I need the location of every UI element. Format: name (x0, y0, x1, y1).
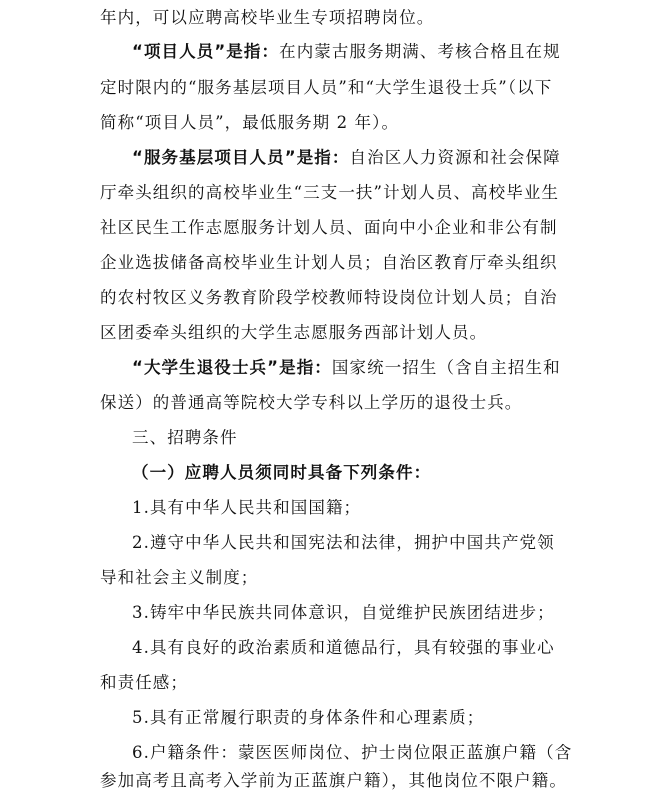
text-line (100, 182, 580, 204)
line-text: 的农村牧区义务教育阶段学校教师特设岗位计划人员；自治 (100, 288, 558, 307)
term-heading: “大学生退役士兵”是指： (132, 358, 332, 377)
line-text: 年内，可以应聘高校毕业生专项招聘岗位。 (100, 8, 435, 27)
line-text: 简称“项目人员”，最低服务期 2 年）。 (100, 113, 400, 132)
line-text: 企业选拔储备高校毕业生计划人员；自治区教育厅牵头组织 (100, 253, 558, 272)
text-line (100, 567, 580, 589)
subsection-heading-text: （一）应聘人员须同时具备下列条件： (132, 463, 432, 482)
line-text: 自治区人力资源和社会保障 (349, 148, 561, 167)
text-line (100, 217, 580, 239)
text-line (132, 41, 612, 63)
line-text: 导和社会主义制度； (100, 568, 259, 587)
text-line (100, 112, 580, 134)
text-line (100, 392, 580, 414)
line-text: 参加高考且高考入学前为正蓝旗户籍），其他岗位不限户籍。 (100, 771, 567, 790)
text-line (100, 770, 580, 792)
text-line (100, 77, 580, 99)
line-text: 5.具有正常履行职责的身体条件和心理素质； (132, 708, 485, 727)
text-line (132, 147, 612, 169)
term-heading: “服务基层项目人员”是指： (132, 148, 350, 167)
text-line (100, 287, 580, 309)
line-text: 三、招聘条件 (132, 428, 238, 447)
list-item (132, 742, 612, 764)
line-text: 在内蒙古服务期满、考核合格且在规 (279, 42, 561, 61)
line-text: 定时限内的“服务基层项目人员”和“大学生退役士兵”（以下 (100, 78, 553, 97)
list-item (132, 497, 612, 519)
line-text: 区团委牵头组织的大学生志愿服务西部计划人员。 (100, 323, 488, 342)
line-text: 1.具有中华人民共和国国籍； (132, 498, 362, 517)
line-text: 4.具有良好的政治素质和道德品行，具有较强的事业心 (132, 638, 555, 657)
line-text: 保送）的普通高等院校大学专科以上学历的退役士兵。 (100, 393, 523, 412)
line-text: 和责任感； (100, 673, 188, 692)
text-line (100, 7, 580, 29)
list-item (132, 707, 612, 729)
line-text: 厅牵头组织的高校毕业生“三支一扶”计划人员、高校毕业生 (100, 183, 560, 202)
line-text: 社区民生工作志愿服务计划人员、面向中小企业和非公有制 (100, 218, 558, 237)
text-line (100, 252, 580, 274)
line-text: 6.户籍条件：蒙医医师岗位、护士岗位限正蓝旗户籍（含 (132, 743, 573, 762)
text-line (100, 672, 580, 694)
text-line (100, 322, 580, 344)
list-item (132, 602, 612, 624)
line-text: 国家统一招生（含自主招生和 (331, 358, 561, 377)
term-heading: “项目人员”是指： (132, 42, 280, 61)
line-text: 2.遵守中华人民共和国宪法和法律，拥护中国共产党领 (132, 533, 555, 552)
list-item (132, 532, 612, 554)
list-item (132, 637, 612, 659)
subsection-heading (132, 462, 612, 484)
section-heading (132, 427, 612, 449)
line-text: 3.铸牢中华民族共同体意识，自觉维护民族团结进步； (132, 603, 555, 622)
text-line (132, 357, 612, 379)
